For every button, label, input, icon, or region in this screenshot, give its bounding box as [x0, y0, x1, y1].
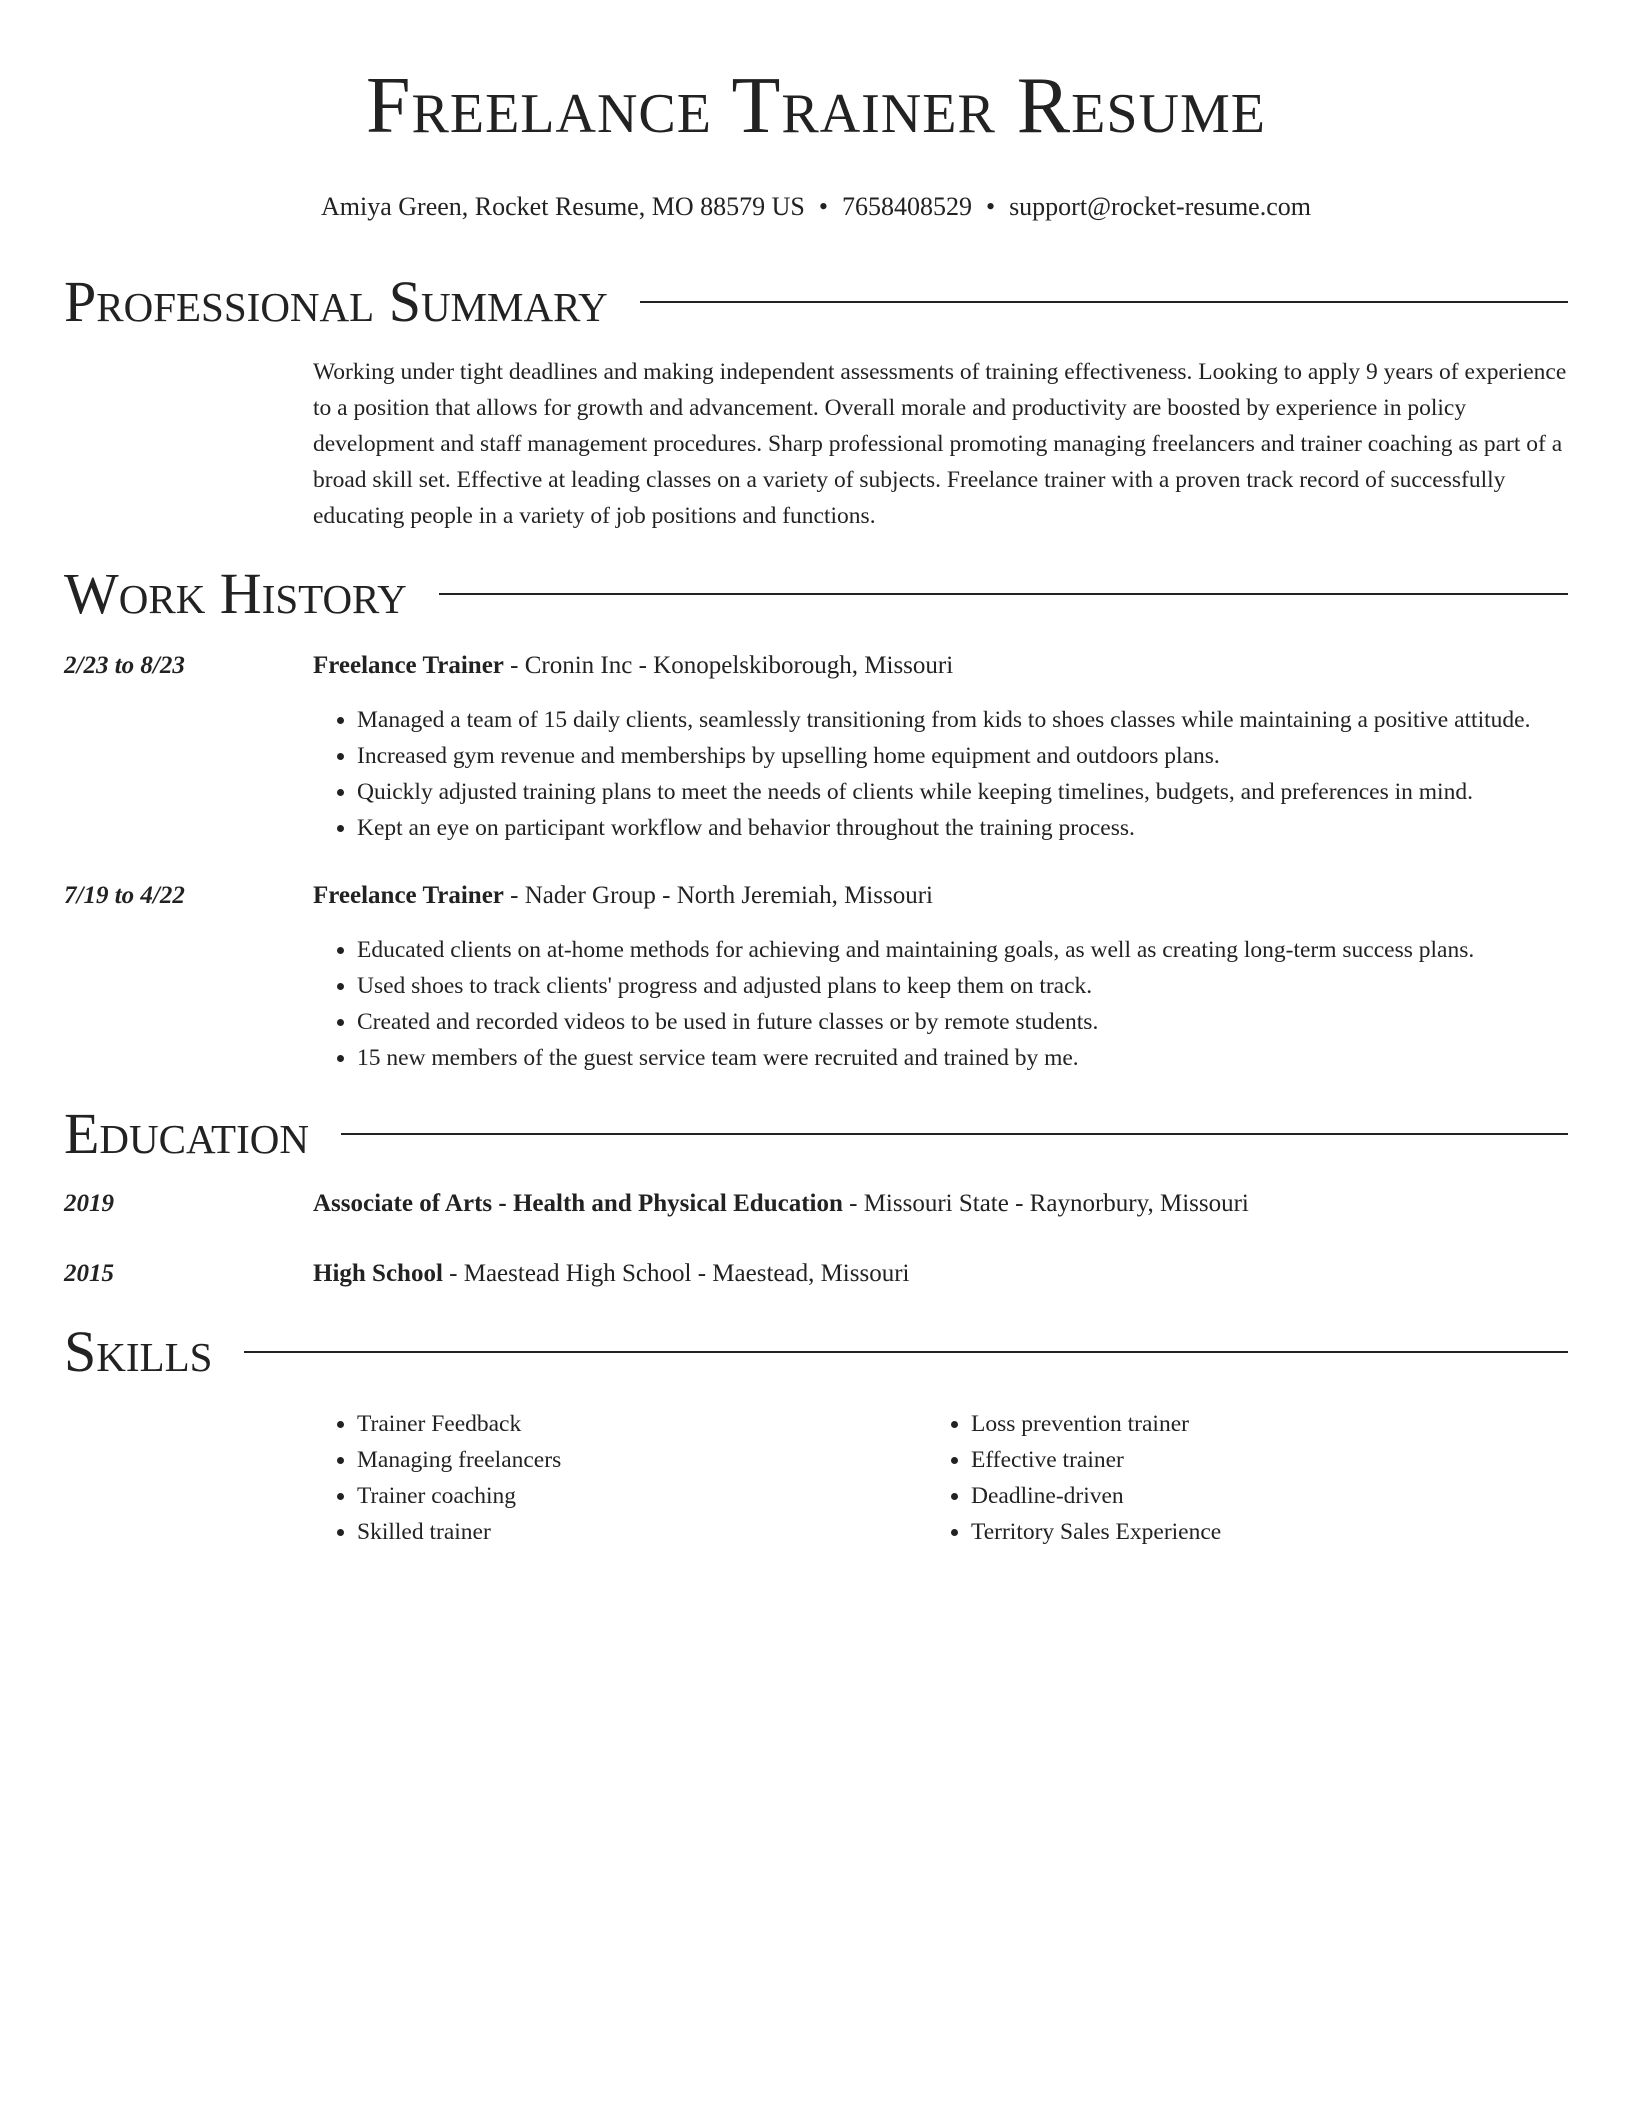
section-divider [640, 301, 1568, 303]
job-title: Freelance Trainer [313, 882, 504, 909]
job-heading [313, 648, 1568, 684]
education-entry [64, 1186, 1568, 1222]
education-year: 2019 [64, 1190, 114, 1217]
resume-title: Freelance Trainer Resume [366, 62, 1266, 150]
skill-item: • Effective trainer [971, 1442, 1541, 1478]
job-entry [64, 648, 1568, 846]
job-bullet: • Quickly adjusted training plans to meet the needs of clients while keeping timelines, budgets, and preferences in mind. [357, 774, 1568, 810]
education-entry [64, 1256, 1568, 1292]
job-details: - Nader Group - North Jeremiah, Missouri [503, 882, 933, 909]
contact-address: Amiya Green, Rocket Resume, MO 88579 US [321, 192, 805, 221]
job-content [313, 878, 1568, 1076]
job-bullet: • Kept an eye on participant workflow and behavior throughout the training process. [357, 810, 1568, 846]
job-bullet: • Used shoes to track clients' progress and adjusted plans to keep them on track. [357, 968, 1568, 1004]
skill-item: • Trainer coaching [357, 1478, 927, 1514]
job-bullet: • Educated clients on at-home methods for achieving and maintaining goals, as well as creating long-term success plans. [357, 932, 1568, 968]
job-bullet: • 15 new members of the guest service team were recruited and trained by me. [357, 1040, 1568, 1076]
education-year: 2015 [64, 1260, 114, 1287]
education-section-header [64, 1100, 1568, 1168]
skills-list [313, 1406, 1568, 1550]
summary-text: Working under tight deadlines and making independent assessments of training effectiveness. Looking to apply 9 years of experience to a position that allows for growth and advancement. Overall morale and productivity are boosted by experience in policy development and staff management procedures. Sharp professional promoting managing freelancers and trainer coaching as part of a broad skill set. Effective at leading classes on a variety of subjects. Freelance trainer with a proven track record of successfully educating people in a variety of job positions and functions. [313, 359, 1567, 529]
contact-separator: • [818, 192, 828, 221]
skill-item: • Deadline-driven [971, 1478, 1541, 1514]
job-details: - Cronin Inc - Konopelskiborough, Missouri [503, 652, 954, 679]
education-degree: Associate of Arts - Health and Physical Education [313, 1190, 843, 1217]
section-divider [244, 1351, 1568, 1353]
job-entry [64, 878, 1568, 1076]
education-line [313, 1186, 1568, 1222]
skills-column-left [313, 1406, 927, 1550]
skills-section-header [64, 1318, 1568, 1386]
skill-item: • Trainer Feedback [357, 1406, 927, 1442]
skill-item: • Skilled trainer [357, 1514, 927, 1550]
job-bullet: • Managed a team of 15 daily clients, seamlessly transitioning from kids to shoes classes while maintaining a positive attitude. [357, 702, 1568, 738]
skill-item: • Loss prevention trainer [971, 1406, 1541, 1442]
education-degree: High School [313, 1260, 443, 1287]
skill-item: • Territory Sales Experience [971, 1514, 1541, 1550]
education-details: - Maestead High School - Maestead, Missouri [442, 1260, 910, 1287]
job-dates: 7/19 to 4/22 [64, 882, 185, 909]
contact-line [64, 190, 1568, 224]
education-line [313, 1256, 1568, 1292]
skill-item: • Managing freelancers [357, 1442, 927, 1478]
work-section-header [64, 560, 1568, 628]
education-details: - Missouri State - Raynorbury, Missouri [842, 1190, 1249, 1217]
summary-heading: Professional Summary [64, 269, 608, 334]
section-divider [341, 1133, 1568, 1135]
contact-phone: 7658408529 [841, 192, 972, 221]
job-content [313, 648, 1568, 846]
skills-column-right [927, 1406, 1541, 1550]
skills-heading: Skills [64, 1319, 213, 1384]
education-heading: Education [64, 1101, 309, 1166]
contact-email: support@rocket-resume.com [1009, 192, 1311, 221]
work-heading: Work History [64, 561, 407, 626]
summary-section-header [64, 268, 1568, 336]
job-title: Freelance Trainer [313, 652, 504, 679]
contact-separator: • [985, 192, 996, 221]
job-bullets [313, 702, 1568, 846]
job-bullets [313, 932, 1568, 1076]
job-bullet: • Increased gym revenue and memberships by upselling home equipment and outdoors plans. [357, 738, 1568, 774]
section-divider [439, 593, 1568, 595]
job-bullet: • Created and recorded videos to be used in future classes or by remote students. [357, 1004, 1568, 1040]
job-dates: 2/23 to 8/23 [64, 652, 185, 679]
job-heading [313, 878, 1568, 914]
